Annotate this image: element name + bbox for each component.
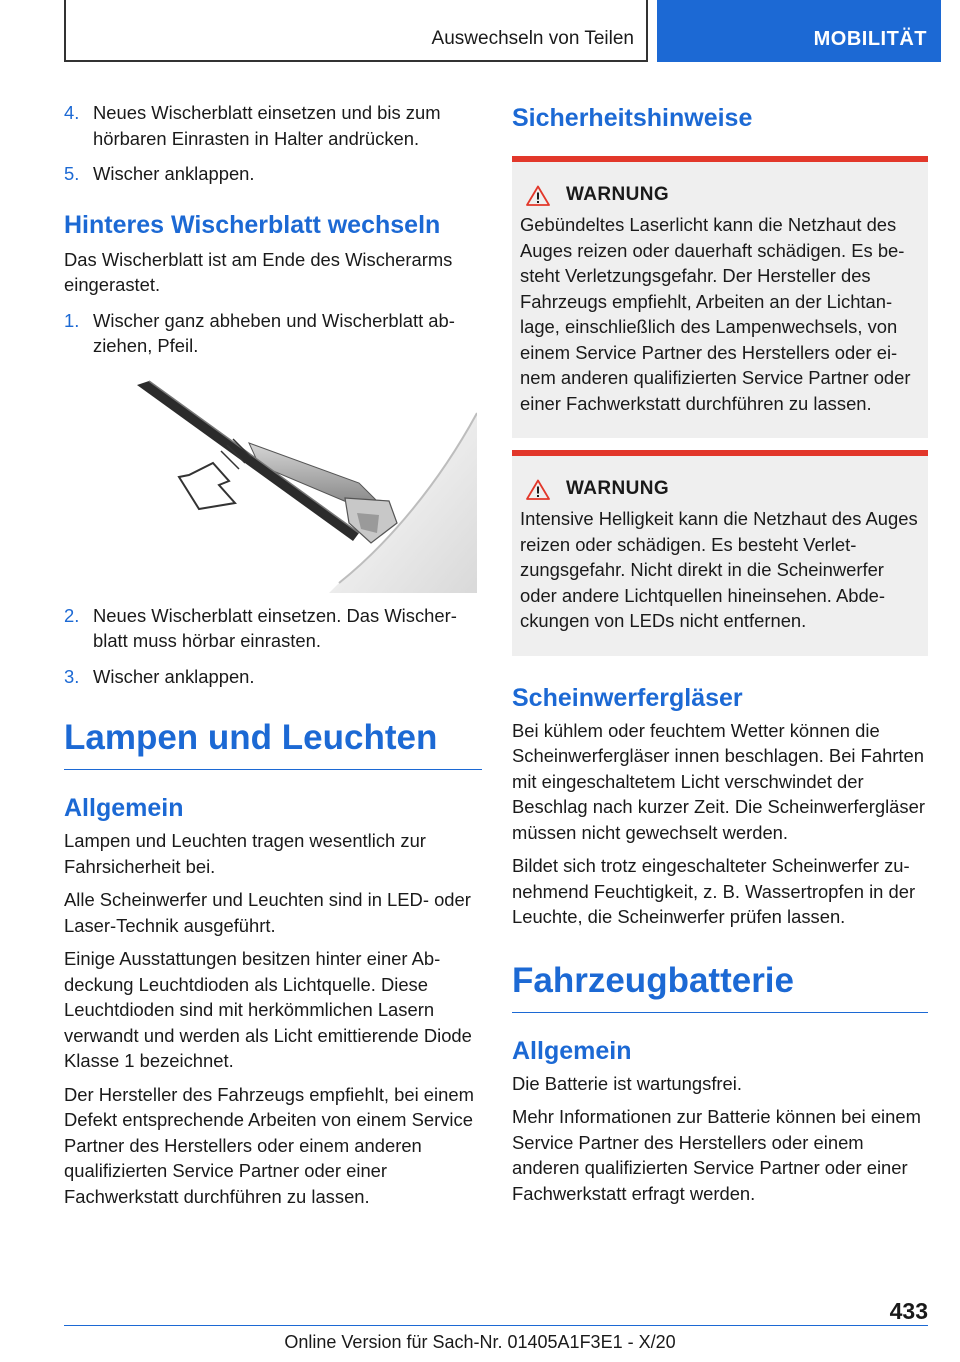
list-item bbox=[64, 664, 482, 690]
wiper-illustration bbox=[109, 373, 477, 593]
list-item bbox=[64, 308, 482, 359]
steps-list-front bbox=[64, 100, 482, 187]
paragraph: Bei kühlem oder feuchtem Wetter können die Scheinwerfergläser innen beschlagen. Bei Fahrten mit eingeschaltetem Licht verschwindet der Beschlag nach kurzer Zeit. Die Scheinwerfergläser müssen nicht gewechselt werden. bbox=[512, 719, 925, 843]
paragraph: Der Hersteller des Fahrzeugs empfiehlt, bei einem Defekt entsprechende Arbeiten von einem Service Partner des Herstellers oder einem anderen qualifizierten Service Partner oder einer Fachwerkstatt durchführen zu lassen. bbox=[64, 1083, 474, 1207]
safety-heading: Sicherheitshinweise bbox=[512, 104, 753, 132]
warning-label: WARNUNG bbox=[566, 184, 670, 205]
header-chapter-tab bbox=[657, 0, 941, 62]
warning-triangle-icon bbox=[526, 185, 550, 206]
step-number: 1. bbox=[64, 309, 80, 331]
paragraph: Alle Scheinwerfer und Leuchten sind in LED- oder Laser-Technik ausgeführt. bbox=[64, 889, 471, 936]
rear-wiper-intro: Das Wischerblatt ist am Ende des Wischerarms eingerastet. bbox=[64, 248, 453, 295]
steps-list-rear bbox=[64, 308, 482, 359]
warning-triangle-icon bbox=[526, 479, 550, 500]
page-number: 433 bbox=[889, 1298, 928, 1324]
header-section-title: Auswechseln von Teilen bbox=[431, 28, 634, 49]
list-item bbox=[64, 161, 482, 187]
paragraph: Bildet sich trotz eingeschalteter Scheinwerfer zunehmend Feuchtigkeit, z. B. Wassertropfen in der Leuchte, die Scheinwerfer prüfen lassen. bbox=[512, 855, 916, 927]
battery-heading: Fahrzeugbatterie bbox=[512, 960, 928, 1013]
lamps-general-heading: Allgemein bbox=[64, 794, 184, 822]
paragraph: Einige Ausstattungen besitzen hinter einer Abdeckung Leuchtdioden als Lichtquelle. Diese Leuchtdioden sind mit herkömmlichen Lasern verwandt und werden als Licht emittierende Diode Klasse 1 bezeichnet. bbox=[64, 948, 472, 1071]
wiper-removal-graphic bbox=[109, 373, 477, 593]
lamps-heading: Lampen und Leuchten bbox=[64, 717, 482, 770]
footer-text: Online Version für Sach-Nr. 01405A1F3E1 - X/20 bbox=[284, 1332, 676, 1352]
step-text: Neues Wischerblatt einsetzen und bis zum hörbaren Einrasten in Halter andrücken. bbox=[93, 102, 441, 149]
step-number: 4. bbox=[64, 102, 80, 123]
battery-general-heading: Allgemein bbox=[512, 1036, 632, 1065]
step-text: Wischer anklappen. bbox=[93, 665, 255, 687]
step-text: Wischer anklappen. bbox=[93, 163, 255, 184]
paragraph: Lampen und Leuchten tragen wesentlich zur Fahrsicherheit bei. bbox=[64, 830, 426, 877]
warning-text: Gebündeltes Laserlicht kann die Netzhaut des Auges reizen oder dauerhaft schädigen. Es besteht Verletzungsgefahr. Der Hersteller des Fahrzeugs empfiehlt, Arbeiten an der Lichtanlage, einschließlich des Lampenwechsels, von einem Service Partner des Herstellers oder einem anderen qualifizierten Service Partner oder einer Fachwerkstatt durchführen zu lassen. bbox=[520, 214, 911, 414]
step-text: Neues Wischerblatt einsetzen. Das Wischerblatt muss hörbar einrasten. bbox=[93, 604, 457, 651]
warning-label: WARNUNG bbox=[566, 478, 670, 499]
footer-divider bbox=[64, 1325, 928, 1326]
steps-list-rear-continued bbox=[64, 603, 482, 690]
step-number: 2. bbox=[64, 604, 80, 626]
paragraph: Die Batterie ist wartungsfrei. bbox=[512, 1072, 742, 1094]
rear-wiper-heading: Hinteres Wischerblatt wechseln bbox=[64, 210, 441, 239]
list-item bbox=[64, 100, 482, 151]
header-section-tab bbox=[64, 0, 648, 62]
warning-box-brightness bbox=[512, 450, 928, 656]
warning-text: Intensive Helligkeit kann die Netzhaut des Auges reizen oder schädigen. Es besteht Verletzungsgefahr. Nicht direkt in die Scheinwerfer oder andere Lichtquellen hineinsehen. Abdeckungen von LEDs nicht entfernen. bbox=[520, 508, 918, 631]
step-text: Wischer ganz abheben und Wischerblatt abziehen, Pfeil. bbox=[93, 309, 455, 356]
step-number: 3. bbox=[64, 665, 80, 687]
right-column bbox=[512, 100, 928, 1206]
warning-header bbox=[520, 478, 920, 500]
warning-box-laser bbox=[512, 156, 928, 438]
warning-header bbox=[520, 184, 920, 206]
left-column bbox=[64, 100, 482, 1209]
paragraph: Mehr Informationen zur Batterie können bei einem Service Partner des Herstellers oder einem anderen qualifizierten Service Partner oder einer Fachwerkstatt erfragt werden. bbox=[512, 1106, 921, 1204]
list-item bbox=[64, 603, 482, 654]
step-number: 5. bbox=[64, 163, 80, 184]
header-chapter-title: MOBILITÄT bbox=[813, 28, 927, 50]
headlight-glass-heading: Scheinwerfergläser bbox=[512, 683, 743, 712]
